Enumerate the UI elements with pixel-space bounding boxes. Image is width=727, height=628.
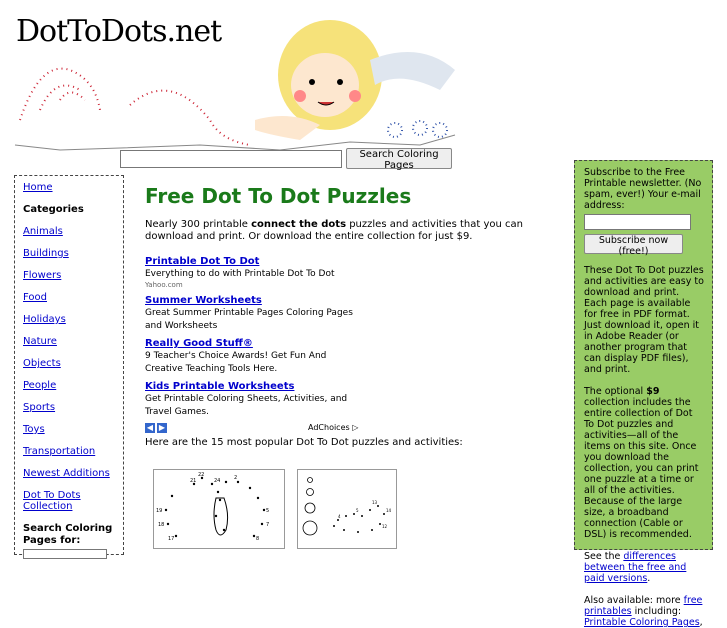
- svg-text:22: 22: [198, 472, 205, 478]
- right-sidebar: [574, 160, 713, 628]
- ad-title-link[interactable]: Really Good Stuff®: [145, 338, 253, 349]
- intro-prefix: Nearly 300 printable: [145, 219, 252, 230]
- price-bold: $9: [646, 386, 660, 397]
- category-toys-link[interactable]: Toys: [23, 424, 45, 435]
- svg-text:24: 24: [214, 478, 221, 484]
- ad-item: [145, 294, 360, 333]
- search-coloring-pages-heading: Search Coloring Pages for:: [23, 523, 113, 546]
- category-buildings-link[interactable]: Buildings: [23, 248, 69, 259]
- left-sidebar: [14, 175, 124, 555]
- adchoices-label: AdChoices: [308, 423, 350, 432]
- ad-item: [145, 255, 360, 290]
- ad-next-icon[interactable]: ▶: [158, 423, 166, 432]
- ad-prev-icon[interactable]: ◀: [146, 423, 154, 432]
- puzzle-thumbnail-image: [154, 470, 286, 550]
- svg-text:4: 4: [338, 514, 341, 519]
- printable-coloring-pages-link[interactable]: Printable Coloring Pages: [584, 617, 700, 628]
- category-flowers-link[interactable]: Flowers: [23, 270, 62, 281]
- para3-suffix: .: [647, 573, 651, 584]
- popular-heading: Here are the 15 most popular Dot To Dot puzzles and activities:: [145, 437, 463, 448]
- site-header: [0, 0, 462, 172]
- dot-to-dots-collection-link[interactable]: Dot To Dots Collection: [23, 490, 81, 512]
- para2-prefix: The optional: [584, 386, 647, 397]
- sidebar-search-input[interactable]: [23, 549, 107, 559]
- subscribe-button[interactable]: Subscribe now (free!): [584, 234, 683, 254]
- para2-suffix: collection includes the entire collection of Dot To Dot puzzles and activities—all of the items on this site. Once you download the collection, you can print one puzzle at a time or all of the activities. Because of the large size, a broadband connection (Cable or DSL) is recommended.: [584, 397, 699, 540]
- intro-suffix: puzzles and activities that you can download and print. Or download the entire collection for just $9.: [145, 219, 523, 242]
- category-people-link[interactable]: People: [23, 380, 57, 391]
- collection-paragraph: [584, 386, 704, 540]
- categories-heading: Categories: [23, 204, 84, 215]
- svg-text:18: 18: [158, 522, 165, 528]
- svg-text:21: 21: [190, 478, 197, 484]
- puzzle-thumbnail-image: [298, 470, 398, 550]
- category-sports-link[interactable]: Sports: [23, 402, 56, 413]
- svg-text:14: 14: [386, 508, 392, 513]
- newsletter-text: Subscribe to the Free Printable newsletter. (No spam, ever!) Your e-mail address:: [584, 167, 702, 211]
- search-input[interactable]: [120, 150, 342, 168]
- category-holidays-link[interactable]: Holidays: [23, 314, 66, 325]
- svg-text:2: 2: [234, 475, 238, 481]
- free-printables-link[interactable]: free printables: [584, 595, 703, 617]
- differences-link[interactable]: differences between the free and paid versions: [584, 551, 687, 584]
- category-objects-link[interactable]: Objects: [23, 358, 61, 369]
- ad-navigation: [145, 422, 169, 433]
- ad-title-link[interactable]: Printable Dot To Dot: [145, 256, 260, 267]
- info-paragraph: These Dot To Dot puzzles and activities are easy to download and print. Each page is available for free in PDF format. Just download it, open it in Adobe Reader (or another program that can display PDF files), and print.: [584, 265, 704, 375]
- also-available-paragraph: Also available: more free printables including: Printable Coloring Pages,: [584, 595, 703, 628]
- search-coloring-pages-button[interactable]: Search Coloring Pages: [346, 148, 452, 169]
- intro-text: [145, 219, 563, 243]
- page-title: Free Dot To Dot Puzzles: [145, 184, 412, 208]
- svg-text:13: 13: [372, 500, 378, 505]
- puzzle-thumbnail[interactable]: [297, 469, 397, 549]
- svg-text:19: 19: [156, 508, 163, 514]
- nav-home-link[interactable]: Home: [23, 182, 53, 193]
- ad-description: 9 Teacher's Choice Awards! Get Fun And Creative Teaching Tools Here.: [145, 351, 327, 374]
- intro-bold: connect the dots: [251, 219, 347, 230]
- adchoices-link[interactable]: [308, 423, 358, 432]
- para4-prefix: Also available: more: [584, 595, 684, 606]
- ad-url[interactable]: Yahoo.com: [145, 281, 183, 289]
- ad-description: Everything to do with Printable Dot To Dot: [145, 269, 335, 279]
- ad-item: [145, 337, 360, 376]
- svg-text:12: 12: [382, 524, 388, 529]
- svg-text:7: 7: [266, 522, 270, 528]
- ad-item: [145, 380, 360, 419]
- para3-prefix: See the: [584, 551, 624, 562]
- ad-title-link[interactable]: Kids Printable Worksheets: [145, 381, 295, 392]
- svg-text:5: 5: [266, 508, 270, 514]
- ad-description: Great Summer Printable Pages Coloring Pages and Worksheets: [145, 308, 353, 331]
- para4-mid: including:: [631, 606, 682, 617]
- category-food-link[interactable]: Food: [23, 292, 47, 303]
- svg-text:8: 8: [256, 536, 260, 542]
- newsletter-email-input[interactable]: [584, 214, 691, 230]
- differences-paragraph: [584, 551, 704, 584]
- category-nature-link[interactable]: Nature: [23, 336, 57, 347]
- newest-additions-link[interactable]: Newest Additions: [23, 468, 110, 479]
- svg-text:17: 17: [168, 536, 175, 542]
- category-animals-link[interactable]: Animals: [23, 226, 63, 237]
- ad-block: [145, 255, 360, 415]
- ad-description: Get Printable Coloring Sheets, Activities, and Travel Games.: [145, 394, 348, 417]
- adchoices-icon: ▷: [352, 423, 359, 432]
- main-content: [130, 180, 566, 545]
- site-logo[interactable]: DotToDots.net: [16, 14, 222, 49]
- category-transportation-link[interactable]: Transportation: [23, 446, 96, 457]
- svg-text:5: 5: [356, 508, 359, 513]
- puzzle-thumbnail[interactable]: [153, 469, 285, 549]
- ad-title-link[interactable]: Summer Worksheets: [145, 295, 262, 306]
